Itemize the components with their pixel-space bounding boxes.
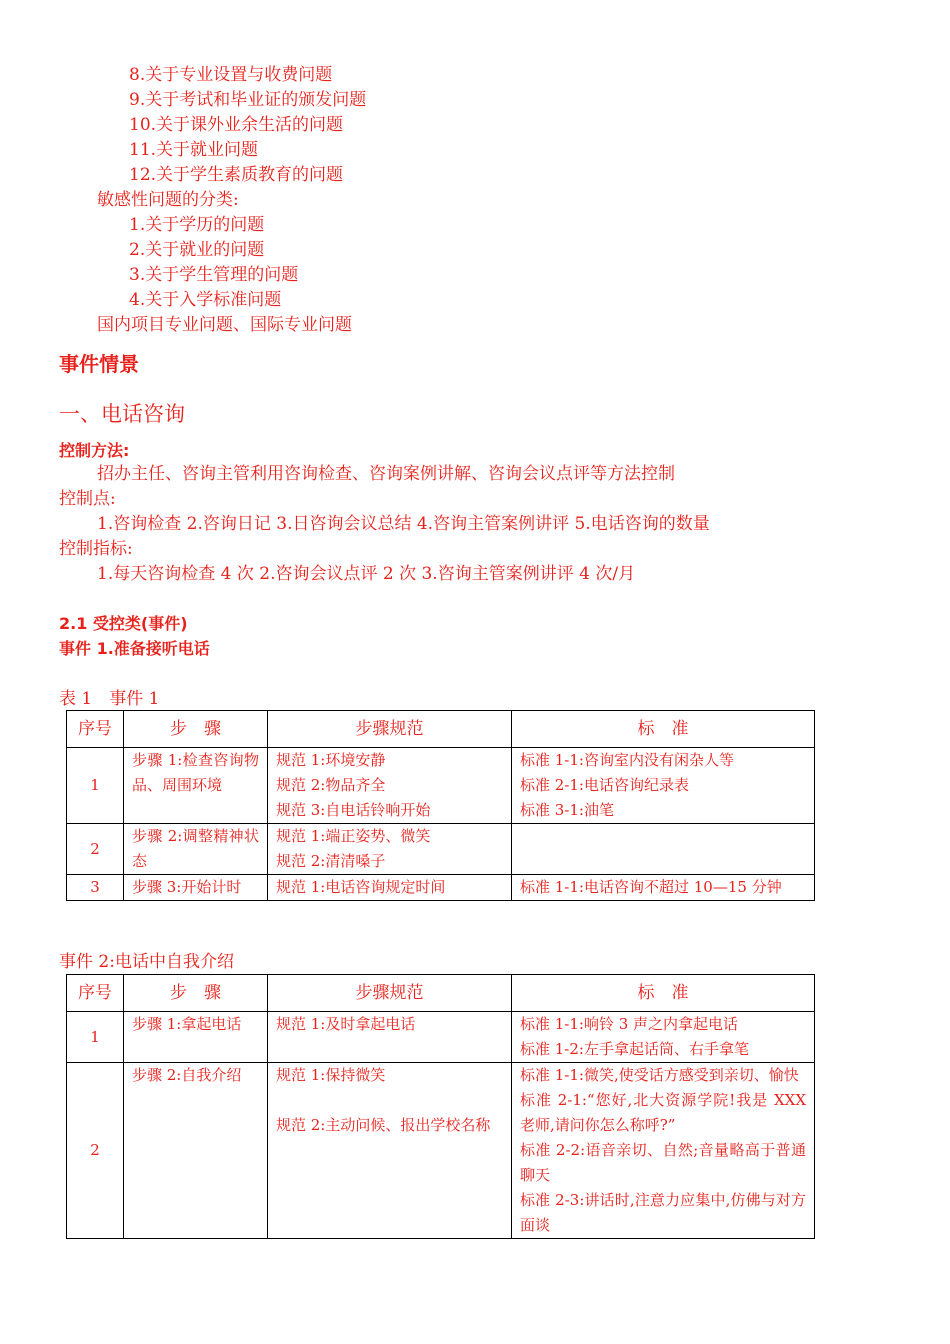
event2-table [66, 974, 815, 1239]
spec-line: 规范 2:清清嗓子 [276, 852, 386, 870]
control-points-text: 1.咨询检查 2.咨询日记 3.日咨询会议总结 4.咨询主管案例讲评 5.电话咨询的数量 [97, 514, 710, 534]
table-row [67, 824, 815, 875]
table-header-row [67, 711, 815, 748]
header-seq: 序号 [67, 975, 124, 1012]
control-index-label: 控制指标: [59, 539, 133, 559]
cell-seq: 3 [67, 875, 124, 901]
cell-seq: 1 [67, 1012, 124, 1063]
header-standard: 标 准 [512, 711, 815, 748]
sub-section-title: 2.1 受控类(事件) [59, 614, 188, 633]
table-row [67, 1012, 815, 1063]
table1-caption: 表 1 事件 1 [59, 689, 160, 709]
spec-line: 规范 1:保持微笑 [276, 1066, 386, 1084]
table-header-row [67, 975, 815, 1012]
header-seq: 序号 [67, 711, 124, 748]
cell-seq: 2 [67, 1063, 124, 1239]
cell-standard [512, 824, 815, 875]
header-step: 步 骤 [124, 975, 268, 1012]
cell-spec [268, 1012, 512, 1063]
table-row [67, 875, 815, 901]
standard-line: 标准 2-3:讲话时,注意力应集中,仿佛与对方面谈 [520, 1191, 806, 1234]
header-spec: 步骤规范 [268, 975, 512, 1012]
cell-step: 步骤 1:检查咨询物品、周围环境 [124, 748, 268, 824]
spec-line: 规范 1:端正姿势、微笑 [276, 827, 431, 845]
cell-standard [512, 875, 815, 901]
list-item: 3.关于学生管理的问题 [129, 265, 299, 285]
cell-standard [512, 1063, 815, 1239]
list-item: 9.关于考试和毕业证的颁发问题 [129, 90, 367, 110]
cell-step: 步骤 3:开始计时 [124, 875, 268, 901]
header-standard: 标 准 [512, 975, 815, 1012]
list-item: 12.关于学生素质教育的问题 [129, 165, 344, 185]
event1-title: 事件 1.准备接听电话 [59, 639, 210, 658]
list-item: 2.关于就业的问题 [129, 240, 265, 260]
spec-line: 规范 1:电话咨询规定时间 [276, 878, 446, 896]
standard-line: 标准 1-1:微笑,使受话方感受到亲切、愉快 [520, 1066, 799, 1084]
standard-line: 标准 1-1:电话咨询不超过 10—15 分钟 [520, 878, 782, 896]
cell-seq: 2 [67, 824, 124, 875]
standard-line: 标准 2-1:“您好,北大资源学院!我是 XXX 老师,请问你怎么称呼?” [520, 1091, 806, 1134]
control-method-text: 招办主任、咨询主管利用咨询检查、咨询案例讲解、咨询会议点评等方法控制 [97, 464, 675, 484]
cell-step: 步骤 2:自我介绍 [124, 1063, 268, 1239]
cell-standard [512, 748, 815, 824]
cell-step: 步骤 1:拿起电话 [124, 1012, 268, 1063]
cell-spec [268, 1063, 512, 1239]
cell-spec [268, 824, 512, 875]
table-row [67, 1063, 815, 1239]
standard-line: 标准 2-2:语音亲切、自然;音量略高于普通聊天 [520, 1141, 806, 1184]
standard-line: 标准 1-1:响铃 3 声之内拿起电话 [520, 1015, 739, 1033]
list-item: 10.关于课外业余生活的问题 [129, 115, 344, 135]
cell-seq: 1 [67, 748, 124, 824]
list-item: 8.关于专业设置与收费问题 [129, 65, 333, 85]
control-index-text: 1.每天咨询检查 4 次 2.咨询会议点评 2 次 3.咨询主管案例讲评 4 次/月 [97, 564, 636, 584]
header-spec: 步骤规范 [268, 711, 512, 748]
control-method-label: 控制方法: [59, 441, 130, 460]
cell-step: 步骤 2:调整精神状态 [124, 824, 268, 875]
cell-spec [268, 748, 512, 824]
spec-line: 规范 3:自电话铃响开始 [276, 801, 431, 819]
sub-title: 一、电话咨询 [59, 402, 185, 426]
header-step: 步 骤 [124, 711, 268, 748]
standard-line: 标准 1-1:咨询室内没有闲杂人等 [520, 751, 734, 769]
control-points-label: 控制点: [59, 489, 116, 509]
standard-line: 标准 3-1:油笔 [520, 801, 614, 819]
list-item: 11.关于就业问题 [129, 140, 259, 160]
standard-line: 标准 2-1:电话咨询纪录表 [520, 776, 689, 794]
spec-gap [276, 1088, 503, 1113]
section-title: 事件情景 [59, 352, 139, 376]
event2-title: 事件 2:电话中自我介绍 [59, 952, 234, 972]
sensitive-title: 敏感性问题的分类: [97, 190, 239, 210]
standard-line: 标准 1-2:左手拿起话筒、右手拿笔 [520, 1040, 749, 1058]
cell-standard [512, 1012, 815, 1063]
project-line: 国内项目专业问题、国际专业问题 [97, 315, 352, 335]
list-item: 4.关于入学标准问题 [129, 290, 282, 310]
spec-line: 规范 2:物品齐全 [276, 776, 386, 794]
table-row [67, 748, 815, 824]
event1-table [66, 710, 815, 901]
spec-line: 规范 2:主动问候、报出学校名称 [276, 1116, 491, 1134]
spec-line: 规范 1:及时拿起电话 [276, 1015, 416, 1033]
list-item: 1.关于学历的问题 [129, 215, 265, 235]
cell-spec [268, 875, 512, 901]
spec-line: 规范 1:环境安静 [276, 751, 386, 769]
